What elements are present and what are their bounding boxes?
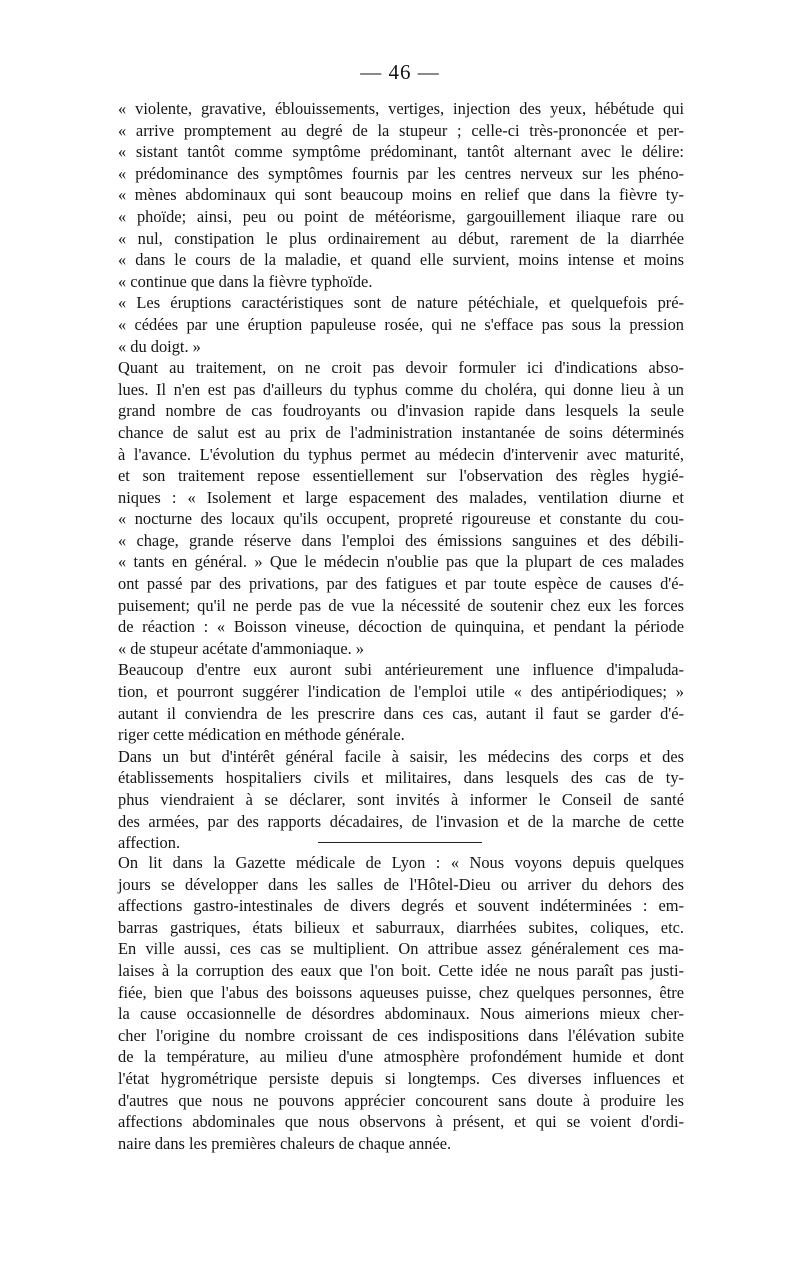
text-line: En ville aussi, ces cas se multiplient. On attribue assez généralement ces ma- <box>118 939 684 959</box>
text-line: « nocturne des locaux qu'ils occupent, propreté rigoureuse et constante du cou- <box>118 509 684 529</box>
text-line: affections gastro-intestinales de divers degrés et souvent indéterminées : em- <box>118 896 684 916</box>
text-line: chance de salut est au prix de l'administration instantanée de soins déterminés <box>118 422 684 442</box>
text-line: jours se développer dans les salles de l'Hôtel-Dieu ou arriver du dehors des <box>118 874 684 894</box>
text-line: autant il conviendra de les prescrire dans ces cas, autant il faut se garder d'é- <box>118 703 684 723</box>
text-line: l'état hygrométrique persiste depuis si longtemps. Ces diverses influences et <box>118 1068 684 1088</box>
text-line: barras gastriques, états bilieux et saburraux, diarrhées subites, coliques, etc. <box>118 917 684 937</box>
text-line: « Les éruptions caractéristiques sont de nature pétéchiale, et quelquefois pré- <box>118 293 684 313</box>
text-line: « prédominance des symptômes fournis par les centres nerveux sur les phéno- <box>118 163 684 183</box>
text-line: et son traitement repose essentiellement sur l'observation des règles hygié- <box>118 466 684 486</box>
text-line: phus viendraient à se déclarer, sont invités à informer le Conseil de santé <box>118 790 684 809</box>
text-line: de la température, au milieu d'une atmosphère profondément humide et dont <box>118 1047 684 1067</box>
text-line: « cédées par une éruption papuleuse rosée, qui ne s'efface pas sous la pression <box>118 314 684 334</box>
text-line: « tants en général. » Que le médecin n'oublie pas que la plupart de ces malades <box>118 552 684 572</box>
text-line: affections abdominales que nous observons à présent, et qui se voient d'ordi- <box>118 1112 684 1132</box>
text-line: « de stupeur acétate d'ammoniaque. » <box>118 638 364 658</box>
text-line: Quant au traitement, on ne croit pas devoir formuler ici d'indications abso- <box>118 358 684 378</box>
text-line: « chage, grande réserve dans l'emploi des émissions sanguines et des débili- <box>118 530 684 550</box>
text-line: de réaction : « Boisson vineuse, décoction de quinquina, et pendant la période <box>118 617 684 637</box>
main-text-block <box>118 98 684 854</box>
text-line: « mènes abdominaux qui sont beaucoup moins en relief que dans la fièvre ty- <box>118 185 684 205</box>
text-line: ont passé par des privations, par des fatigues et par toute espèce de causes d'é- <box>118 574 684 594</box>
text-line: affection. <box>118 833 181 853</box>
text-line: « phoïde; ainsi, peu ou point de météorisme, gargouillement iliaque rare ou <box>118 206 684 226</box>
text-line: riger cette médication en méthode générale. <box>118 725 405 745</box>
text-line: grand nombre de cas foudroyants ou d'invasion rapide dans lesquels la seule <box>118 401 684 421</box>
second-text-block <box>118 852 684 1154</box>
page-number: — 46 — <box>360 60 440 84</box>
text-line: On lit dans la Gazette médicale de Lyon : « Nous voyons depuis quelques <box>118 853 684 872</box>
text-line: niques : « Isolement et large espacement des malades, ventilation diurne et <box>118 487 684 507</box>
text-line: « nul, constipation le plus ordinairement au début, rarement de la diarrhée <box>118 228 684 248</box>
text-line: cher l'origine du nombre croissant de ces indispositions dans l'élévation subite <box>118 1025 684 1045</box>
text-line: lues. Il n'en est pas d'ailleurs du typhus comme du choléra, qui donne lieu à un <box>118 379 684 399</box>
text-line: « dans le cours de la maladie, et quand elle survient, moins intense et moins <box>118 250 684 270</box>
text-line: Beaucoup d'entre eux auront subi antérieurement une influence d'impaluda- <box>118 660 684 680</box>
text-line: laises à la corruption des eaux que l'on boit. Cette idée ne nous paraît pas justi- <box>118 960 684 980</box>
text-line: « arrive promptement au degré de la stupeur ; celle-ci très-prononcée et per- <box>118 120 684 140</box>
text-line: tion, et pourront suggérer l'indication de l'emploi utile « des antipériodiques; » <box>118 682 684 702</box>
text-line: établissements hospitaliers civils et militaires, dans lesquels des cas de ty- <box>118 768 684 788</box>
text-line: fiée, bien que l'abus des boissons aqueuses puisse, chez quelques personnes, être <box>118 982 684 1002</box>
text-line: « sistant tantôt comme symptôme prédominant, tantôt alternant avec le délire: <box>118 142 684 162</box>
text-line: Dans un but d'intérêt général facile à saisir, les médecins des corps et des <box>118 746 684 766</box>
text-line: la cause occasionnelle de désordres abdominaux. Nous aimerions mieux cher- <box>118 1004 684 1024</box>
text-line: à l'avance. L'évolution du typhus permet au médecin d'intervenir avec maturité, <box>118 444 684 464</box>
text-line: « du doigt. » <box>118 336 201 356</box>
text-line: puisement; qu'il ne perde pas de vue la nécessité de soutenir chez eux les forces <box>118 595 684 615</box>
text-line: des armées, par des rapports décadaires, de l'invasion et de la marche de cette <box>118 811 684 831</box>
text-line: « continue que dans la fièvre typhoïde. <box>118 271 373 291</box>
section-separator <box>318 842 482 843</box>
text-line: naire dans les premières chaleurs de chaque année. <box>118 1133 452 1153</box>
text-line: d'autres que nous ne pouvons apprécier concourent sans doute à produire les <box>118 1090 684 1110</box>
text-line: « violente, gravative, éblouissements, vertiges, injection des yeux, hébétude qui <box>118 99 684 118</box>
